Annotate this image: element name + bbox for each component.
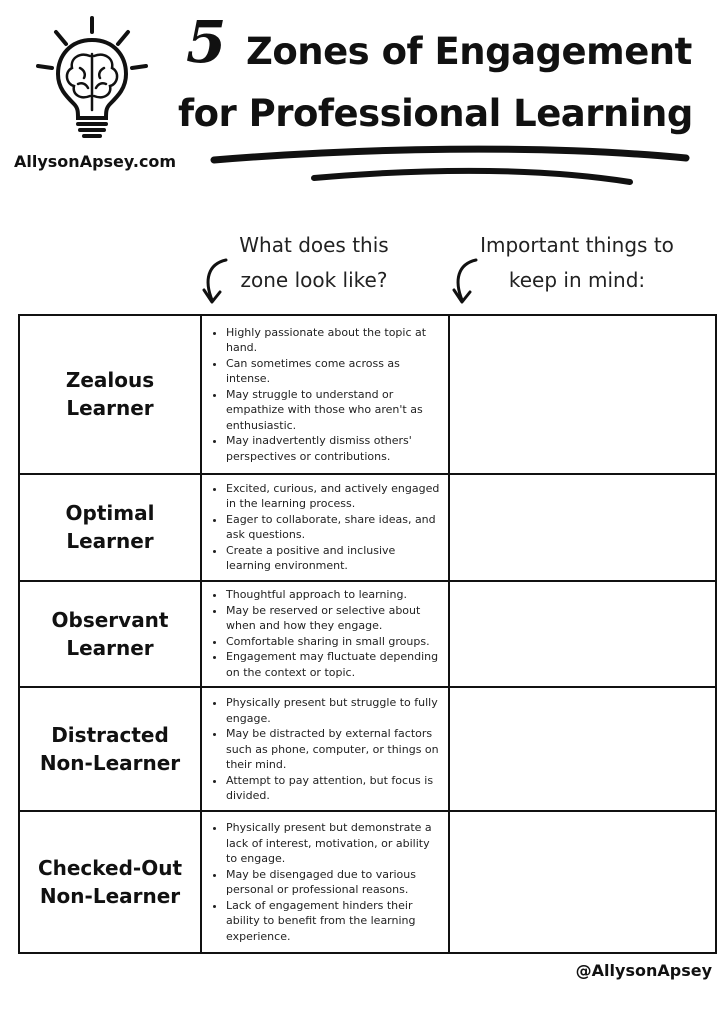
zone-notes-cell[interactable] <box>449 811 716 953</box>
zone-row <box>19 811 716 953</box>
zone-bullet: • May be disengaged due to various personal or professional reasons. <box>226 867 442 898</box>
lightbulb-brain-icon <box>34 14 150 144</box>
zone-notes-cell[interactable] <box>449 687 716 811</box>
zone-description-cell <box>201 811 449 953</box>
zone-row <box>19 315 716 474</box>
zone-description-cell <box>201 687 449 811</box>
zone-bullet-list <box>202 587 448 680</box>
zone-name-line: Non-Learner <box>39 884 181 909</box>
zone-notes-cell[interactable] <box>449 581 716 688</box>
zone-bullet: • Create a positive and inclusive learning environment. <box>226 543 442 574</box>
zone-description-cell <box>201 474 449 581</box>
zone-name-line: Optimal <box>65 501 155 526</box>
page-title-line2: for Professional Learning <box>178 92 693 135</box>
curved-arrow-down-icon <box>198 254 234 310</box>
zone-bullet-list <box>202 820 448 944</box>
zone-bullet: • Thoughtful approach to learning. <box>226 587 442 603</box>
zone-bullet-list <box>202 481 448 574</box>
zone-bullet: • Can sometimes come across as intense. <box>226 356 442 387</box>
title-number: 5 <box>186 8 227 76</box>
zone-name-line: Observant <box>51 607 169 632</box>
site-url: AllysonApsey.com <box>14 152 177 171</box>
zone-name-line: Zealous <box>65 368 155 393</box>
zone-bullet: • Excited, curious, and actively engaged in the learning process. <box>226 481 442 512</box>
page-title-line1: Zones of Engagement <box>246 30 692 73</box>
zone-bullet: • May struggle to understand or empathize with those who aren't as enthusiastic. <box>226 387 442 434</box>
zone-name-line: Learner <box>66 529 154 554</box>
zone-bullet: • Comfortable sharing in small groups. <box>226 634 442 650</box>
zone-name-cell <box>19 687 201 811</box>
zone-description-cell <box>201 315 449 474</box>
zone-bullet: • May be reserved or selective about when and how they engage. <box>226 603 442 634</box>
zone-name-line: Checked-Out <box>37 856 183 881</box>
zone-bullet: • May be distracted by external factors such as phone, computer, or things on their mind. <box>226 726 442 773</box>
zone-name-cell <box>19 315 201 474</box>
heading-line: zone look like? <box>240 268 388 292</box>
zone-row <box>19 687 716 811</box>
zone-name-cell <box>19 474 201 581</box>
zone-row <box>19 581 716 688</box>
description-column-heading <box>222 228 406 298</box>
zone-notes-cell[interactable] <box>449 315 716 474</box>
heading-line: keep in mind: <box>508 268 646 292</box>
title-underline-swoosh <box>210 142 690 192</box>
zone-name-cell <box>19 581 201 688</box>
zone-bullet: • Highly passionate about the topic at hand. <box>226 325 442 356</box>
curved-arrow-down-icon <box>448 254 484 310</box>
zone-notes-cell[interactable] <box>449 474 716 581</box>
zone-name-line: Learner <box>66 635 154 660</box>
zone-bullet: • Physically present but struggle to fully engage. <box>226 695 442 726</box>
zone-bullet: • Eager to collaborate, share ideas, and ask questions. <box>226 512 442 543</box>
zone-bullet: • May inadvertently dismiss others' perspectives or contributions. <box>226 433 442 464</box>
zone-name-line: Learner <box>66 396 154 421</box>
zone-name-line: Non-Learner <box>39 751 181 776</box>
zone-description-cell <box>201 581 449 688</box>
zone-row <box>19 474 716 581</box>
zones-table <box>18 314 717 954</box>
zone-bullet-list <box>202 695 448 804</box>
zone-bullet-list <box>202 325 448 465</box>
zone-bullet: • Engagement may fluctuate depending on the context or topic. <box>226 649 442 680</box>
heading-line: Important things to <box>480 233 674 257</box>
heading-line: What does this <box>239 233 389 257</box>
zone-bullet: • Physically present but demonstrate a lack of interest, motivation, or ability to engage. <box>226 820 442 867</box>
notes-column-heading <box>466 228 688 298</box>
zone-bullet: • Attempt to pay attention, but focus is divided. <box>226 773 442 804</box>
social-handle: @AllysonApsey <box>575 961 712 980</box>
zone-bullet: • Lack of engagement hinders their ability to benefit from the learning experience. <box>226 898 442 945</box>
zone-name-line: Distracted <box>51 723 169 748</box>
zone-name-cell <box>19 811 201 953</box>
